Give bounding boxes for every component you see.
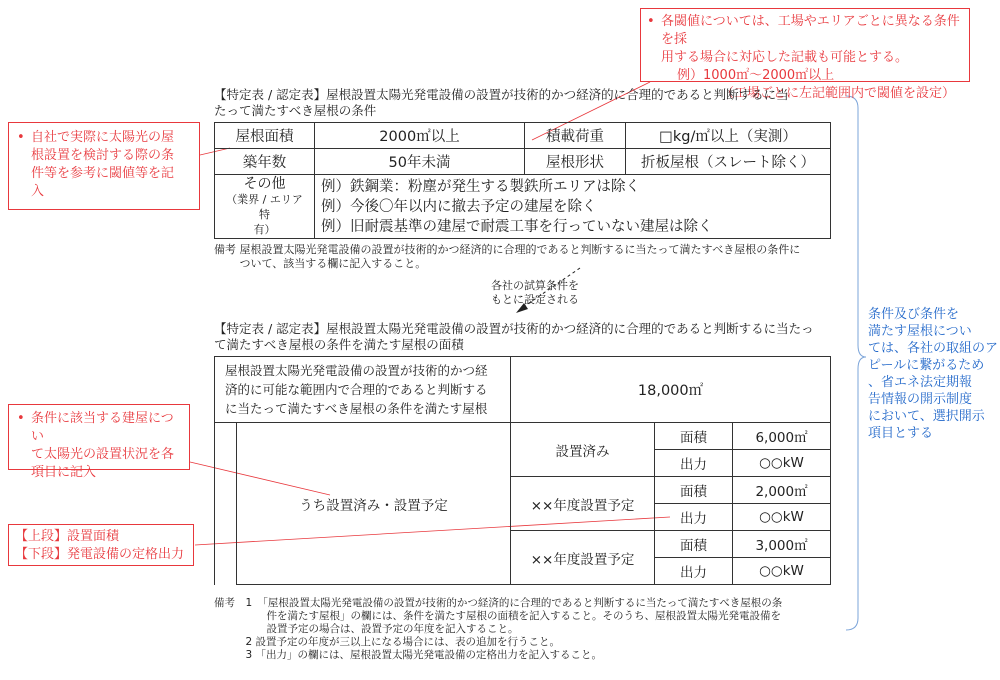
table1-note-line-1: 備考 屋根設置太陽光発電設備の設置が技術的かつ経済的に合理的であると判断するに当たって満たすべき屋根の条件に <box>214 243 801 256</box>
arrow-label <box>480 279 590 307</box>
callout-left1-line-3: 件等を参考に閾値等を記 <box>31 166 175 181</box>
other-value-1: 例）鉄鋼業：粉塵が発生する製鉄所エリアは除く <box>321 178 640 195</box>
callout-threshold-note: • 各閾値については、工場やエリアごとに異なる条件を採 用する場合に対応した記載も可能とする。 例）1000㎡～2000㎡以上 （工場ごとに左記範囲内で閾値を設定） <box>640 8 970 82</box>
table1-caption-line-1: 【特定表 / 認定表】屋根設置太陽光発電設備の設置が技術的かつ経済的に合理的であると判断するに当 <box>214 87 789 102</box>
head-label-line-2: 済的に可能な範囲内で合理的であると判断する <box>225 382 488 397</box>
side-text-line-5: 、省エネ法定期報 <box>868 375 973 390</box>
callout-left1-line-2: 根設置を検討する際の条 <box>31 148 175 163</box>
table2-caption-line-2: て満たすべき屋根の条件を満たす屋根の面積 <box>214 337 464 352</box>
table2-note-1: 備考 1 「屋根設置太陽光発電設備の設置が技術的かつ経済的に合理的であると判断するに当たって満たすべき屋根の条 <box>214 597 783 609</box>
side-text-line-4: ピールに繋がるため <box>868 358 985 373</box>
other-label-cell <box>215 175 315 239</box>
callout-install-status: • 条件に該当する建屋につい て太陽光の設置状況を各 項目に記入 <box>8 404 190 470</box>
side-text-line-7: において、選択開示 <box>868 409 985 424</box>
load-label: 積載荷重 <box>525 123 626 149</box>
table-row <box>215 123 831 149</box>
group-1-area: 6,000㎡ <box>733 423 831 450</box>
right-brace <box>846 96 866 630</box>
load-value: □kg/㎡以上（実測） <box>626 123 831 149</box>
other-values-cell <box>315 175 831 239</box>
table-row <box>215 423 831 450</box>
callout-top-line-4: （工場ごとに左記範囲内で閾値を設定） <box>721 86 956 101</box>
table-row <box>215 357 831 423</box>
callout-left2-line-3: 項目に記入 <box>31 465 97 480</box>
table2-note-4: 2 設置予定の年度が三以上になる場合には、表の追加を行うこと。 <box>214 636 561 648</box>
group-2-output: ○○kW <box>733 504 831 531</box>
table1-caption <box>214 87 834 119</box>
other-value-2: 例）今後〇年以内に撤去予定の建屋を除く <box>321 198 597 215</box>
sub-label: うち設置済み・設置予定 <box>237 423 511 585</box>
other-label-sub-2: 有） <box>253 222 276 236</box>
side-text-line-8: 項目とする <box>868 426 934 441</box>
head-label-cell <box>215 357 511 423</box>
table2-notes <box>214 597 854 662</box>
callout-left2-line-2: て太陽光の設置状況を各 <box>31 447 175 462</box>
group-3-output-label: 出力 <box>655 558 733 585</box>
group-3-area-label: 面積 <box>655 531 733 558</box>
callout-top-line-2: 用する場合に対応した記載も可能とする。 <box>661 50 909 65</box>
head-label-line-1: 屋根設置太陽光発電設備の設置が技術的かつ経 <box>225 363 488 378</box>
table2-caption <box>214 321 844 353</box>
head-label-line-3: に当たって満たすべき屋根の条件を満たす屋根 <box>225 401 488 416</box>
arrow-label-line-1: 各社の試算条件を <box>491 279 579 292</box>
callout-left2-line-1: 条件に該当する建屋につい <box>31 411 174 444</box>
building-age-value: 50年未満 <box>315 149 525 175</box>
callout-row-meaning <box>8 524 194 566</box>
other-value-3: 例）旧耐震基準の建屋で耐震工事を行っていない建屋は除く <box>321 218 713 235</box>
roof-area-table <box>214 356 831 585</box>
table1-caption-line-2: たって満たすべき屋根の条件 <box>214 103 377 118</box>
group-3-area: 3,000㎡ <box>733 531 831 558</box>
group-2-area: 2,000㎡ <box>733 477 831 504</box>
building-age-label: 築年数 <box>215 149 315 175</box>
side-text-line-6: 告情報の開示制度 <box>868 392 973 407</box>
callout-left3-line-2: 【下段】発電設備の定格出力 <box>15 547 185 562</box>
side-text-line-3: ては、各社の取組のア <box>868 341 999 356</box>
group-2-name: ××年度設置予定 <box>511 477 655 531</box>
table2-note-2: 件を満たす屋根」の欄には、条件を満たす屋根の面積を記入すること。そのうち、屋根設置太陽光発電設備を <box>214 610 781 622</box>
table2-note-5: 3 「出力」の欄には、屋根設置太陽光発電設備の定格出力を記入すること。 <box>214 649 603 661</box>
side-text-line-1: 条件及び条件を <box>868 307 960 322</box>
callout-left1-line-4: 入 <box>31 184 45 199</box>
callout-top-line-1: 各閾値については、工場やエリアごとに異なる条件を採 <box>661 14 960 47</box>
group-3-output: ○○kW <box>733 558 831 585</box>
callout-left3-line-1: 【上段】設置面積 <box>15 529 120 544</box>
table2-caption-line-1: 【特定表 / 認定表】屋根設置太陽光発電設備の設置が技術的かつ経済的に合理的であると判断するに当たっ <box>214 321 814 336</box>
arrow-label-line-2: もとに設定される <box>491 293 579 306</box>
table2-note-3: 設置予定の場合は、設置予定の年度を記入すること。 <box>214 623 519 635</box>
other-label: その他 <box>243 175 286 192</box>
table-row <box>215 175 831 239</box>
table1-note <box>214 243 844 271</box>
callout-left1-line-1: 自社で実際に太陽光の屋 <box>31 130 175 145</box>
callout-top-line-3: 例）1000㎡～2000㎡以上 <box>677 68 835 83</box>
other-label-sub-1: （業界 / エリア特 <box>226 192 303 221</box>
roof-shape-value: 折板屋根（スレート除く） <box>626 149 831 175</box>
table-row <box>215 149 831 175</box>
callout-own-conditions: • 自社で実際に太陽光の屋 根設置を検討する際の条 件等を参考に閾値等を記 入 <box>8 122 200 210</box>
side-text-line-2: 満たす屋根につい <box>868 324 972 339</box>
group-2-area-label: 面積 <box>655 477 733 504</box>
group-1-name: 設置済み <box>511 423 655 477</box>
group-3-name: ××年度設置予定 <box>511 531 655 585</box>
roof-area-value: 2000㎡以上 <box>315 123 525 149</box>
disclosure-side-text <box>868 306 998 442</box>
roof-shape-label: 屋根形状 <box>525 149 626 175</box>
group-1-output-label: 出力 <box>655 450 733 477</box>
roof-area-label: 屋根面積 <box>215 123 315 149</box>
indent-cell <box>215 423 237 585</box>
head-value: 18,000㎡ <box>511 357 831 423</box>
group-1-area-label: 面積 <box>655 423 733 450</box>
group-2-output-label: 出力 <box>655 504 733 531</box>
group-1-output: ○○kW <box>733 450 831 477</box>
table1-note-line-2: ついて、該当する欄に記入すること。 <box>214 257 427 270</box>
roof-conditions-table <box>214 122 831 239</box>
